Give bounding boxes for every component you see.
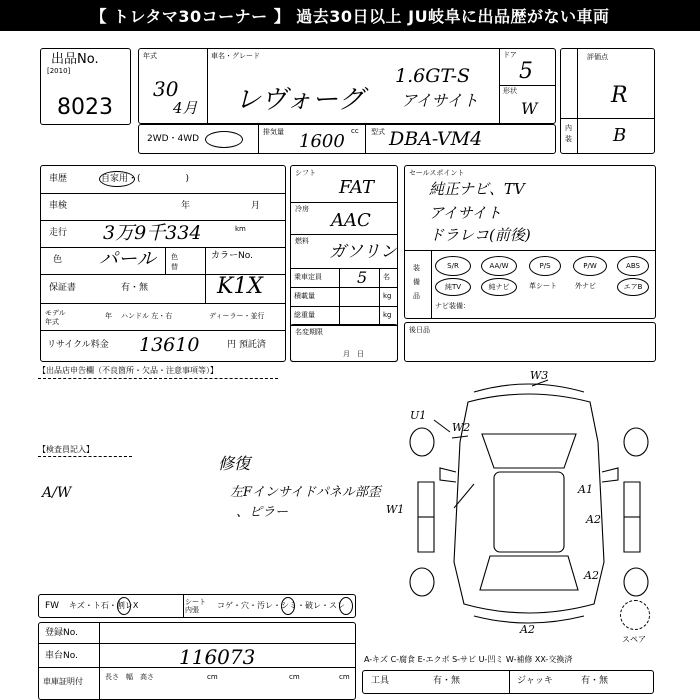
equip-leather: 革シート	[529, 282, 557, 290]
sales-line-2: アイサイト	[429, 204, 502, 222]
weight-label: 総重量	[294, 311, 315, 319]
color-change: 色替	[171, 253, 178, 271]
transfer-box	[290, 324, 398, 362]
year-label: 年式	[143, 52, 157, 60]
fw-circle-1	[117, 597, 131, 615]
dealer-label: ディーラー・並行	[209, 312, 265, 320]
weight-unit: kg	[383, 311, 392, 319]
equip-aaw: AA/W	[481, 256, 517, 276]
car-damage-diagram	[398, 369, 660, 644]
capacity-label: 乗車定員	[294, 273, 322, 281]
ac-label: 冷房	[295, 205, 309, 213]
fuel-label: 燃料	[295, 237, 309, 245]
mileage-value: 3万9千334	[103, 222, 202, 244]
lot-stamp: [2010]	[47, 67, 71, 75]
capacity-value: 5	[357, 268, 368, 287]
mark-a2-b: A2	[584, 569, 599, 582]
cm-unit-2: cm	[289, 673, 300, 681]
shape-value: W	[521, 99, 538, 118]
shape-label: 形状	[503, 87, 517, 95]
equip-abs: ABS	[617, 256, 649, 276]
tools-label: 工具	[371, 676, 390, 686]
transfer-label: 名変期限	[295, 328, 323, 336]
cm-unit-3: cm	[339, 673, 350, 681]
spare-tire-icon	[620, 600, 650, 630]
door-label: ドア	[503, 51, 517, 59]
mark-a2-a: A2	[586, 513, 601, 526]
equip-navi: 純ナビ	[481, 278, 517, 296]
aw-note: A/W	[42, 485, 72, 501]
lot-label: 出品No.	[51, 52, 99, 67]
grade2: アイサイト	[401, 91, 479, 110]
rear-box	[404, 322, 656, 362]
reg-table	[38, 622, 356, 700]
equip-sr: S/R	[435, 256, 471, 276]
inspection-month: 月	[251, 201, 261, 211]
displacement-unit: cc	[351, 127, 359, 135]
recycle-unit: 円 預託済	[227, 340, 266, 350]
interior-value: B	[613, 125, 627, 146]
frame-value: 116073	[179, 645, 256, 669]
tools-value: 有・無	[433, 676, 461, 686]
spare-label: スペア	[622, 635, 646, 644]
vehicle-row2	[138, 124, 556, 154]
vehicle-info-table	[40, 165, 286, 362]
recycle-value: 13610	[139, 334, 200, 356]
mark-w3: W3	[530, 369, 549, 382]
frame-label: 車台No.	[45, 651, 78, 661]
warranty-value: 有・無	[121, 283, 149, 293]
reg-label: 登録No.	[45, 628, 78, 638]
navi-label: ナビ装備：	[435, 302, 470, 310]
banner: 【 トレタマ30コーナー 】 過去30日以上 JU岐阜に出品歴がない車両	[0, 0, 700, 31]
inspection-label: 車検	[49, 201, 68, 211]
model-year-label: モデル年式	[45, 309, 66, 326]
inspection-year: 年	[181, 201, 191, 211]
equip-tv: 純TV	[435, 278, 471, 296]
mark-a1: A1	[578, 483, 593, 496]
vehicle-row1	[138, 48, 556, 124]
score-label: 評価点	[587, 53, 608, 61]
equipment-label: 装備品	[413, 264, 420, 300]
history-label: 車歴	[49, 174, 68, 184]
seller-notes-label: 【出品店申告欄（不良箇所・欠品・注意事項等）】	[38, 366, 218, 375]
color-label: 色	[53, 255, 63, 265]
fw-label: FW	[45, 601, 60, 611]
drive-4wd-circle	[205, 131, 243, 148]
fw-circle-3	[339, 597, 353, 615]
capacity-unit: 名	[383, 273, 390, 281]
name-label: 車名・グレード	[211, 52, 260, 60]
displacement-value: 1600	[299, 131, 345, 152]
car-name: レヴォーグ	[235, 85, 364, 115]
load-unit: kg	[383, 292, 392, 300]
sales-label: セールスポイント	[409, 169, 465, 177]
model-value: DBA-VM4	[389, 128, 483, 150]
repair-line-2: 、ピラー	[236, 505, 289, 520]
seat-items: コゲ・穴・汚レ・シミ・破レ・スレ	[217, 601, 345, 610]
transfer-unit: 月 日	[343, 350, 364, 358]
grade: 1.6GT-S	[395, 65, 471, 87]
mark-a2-c: A2	[520, 623, 535, 636]
damage-codes: A-キズ C-腐食 E-エクボ S-サビ U-凹ミ W-補修 XX-交換済	[364, 655, 573, 664]
year-value: 30	[153, 77, 179, 101]
fw-row	[38, 594, 356, 618]
door-value: 5	[519, 59, 533, 84]
drive-type: 2WD・4WD	[147, 134, 200, 144]
cert-label: 車庫証明付	[43, 677, 83, 686]
displacement-label: 排気量	[263, 128, 284, 136]
mark-w1: W1	[386, 503, 405, 516]
year-unit: 年	[105, 312, 112, 320]
mark-w2: W2	[452, 421, 471, 434]
score-value: R	[611, 83, 628, 108]
mileage-label: 走行	[49, 228, 68, 238]
fuel-value: ガソリン	[329, 242, 397, 262]
handle-label: ハンドル 左・右	[121, 312, 173, 320]
shift-label: シフト	[295, 169, 316, 177]
interior-label: 内装	[565, 124, 572, 143]
shift-value: FAT	[339, 177, 374, 198]
jack-label: ジャッキ	[517, 676, 553, 686]
sales-line-3: ドラレコ(前後)	[429, 226, 531, 244]
cm-unit-1: cm	[207, 673, 218, 681]
rear-label: 後日品	[409, 326, 430, 334]
seat-label: シート内張	[185, 598, 206, 614]
repair-line-1: 左Fインサイドパネル部歪	[230, 485, 381, 500]
equip-airbag: エアB	[617, 278, 649, 296]
inspector-label: 【検査員記入】	[38, 445, 94, 454]
sales-box	[404, 165, 656, 319]
cert-sub: 長さ 幅 高さ	[105, 673, 154, 681]
month-value: 4月	[173, 99, 198, 117]
colorcode-value: K1X	[217, 274, 264, 299]
equip-ext-navi: 外ナビ	[575, 282, 596, 290]
lot-number: 8023	[57, 95, 113, 120]
model-label: 型式	[371, 128, 385, 136]
fw-items: キズ・ト石・割レX	[69, 601, 139, 610]
mark-u1: U1	[410, 409, 427, 422]
equip-ps: P/S	[529, 256, 561, 276]
ac-value: AAC	[331, 210, 371, 231]
history-circle	[99, 171, 135, 187]
recycle-label: リサイクル料金	[47, 340, 109, 350]
jack-value: 有・無	[581, 676, 609, 686]
repair-title: 修復	[218, 454, 251, 473]
sales-line-1: 純正ナビ、TV	[429, 180, 525, 198]
color-value: パール	[99, 248, 156, 270]
warranty-label: 保証書	[49, 283, 77, 293]
equip-pw: P/W	[573, 256, 607, 276]
tools-box	[362, 670, 654, 694]
score-box	[560, 48, 655, 154]
fw-circle-2	[281, 597, 295, 615]
lot-box	[40, 48, 131, 125]
colorcode-label: カラーNo.	[211, 251, 253, 261]
load-label: 積載量	[294, 292, 315, 300]
mileage-unit: km	[235, 225, 246, 233]
history-value: 自家用・( )	[101, 174, 190, 184]
